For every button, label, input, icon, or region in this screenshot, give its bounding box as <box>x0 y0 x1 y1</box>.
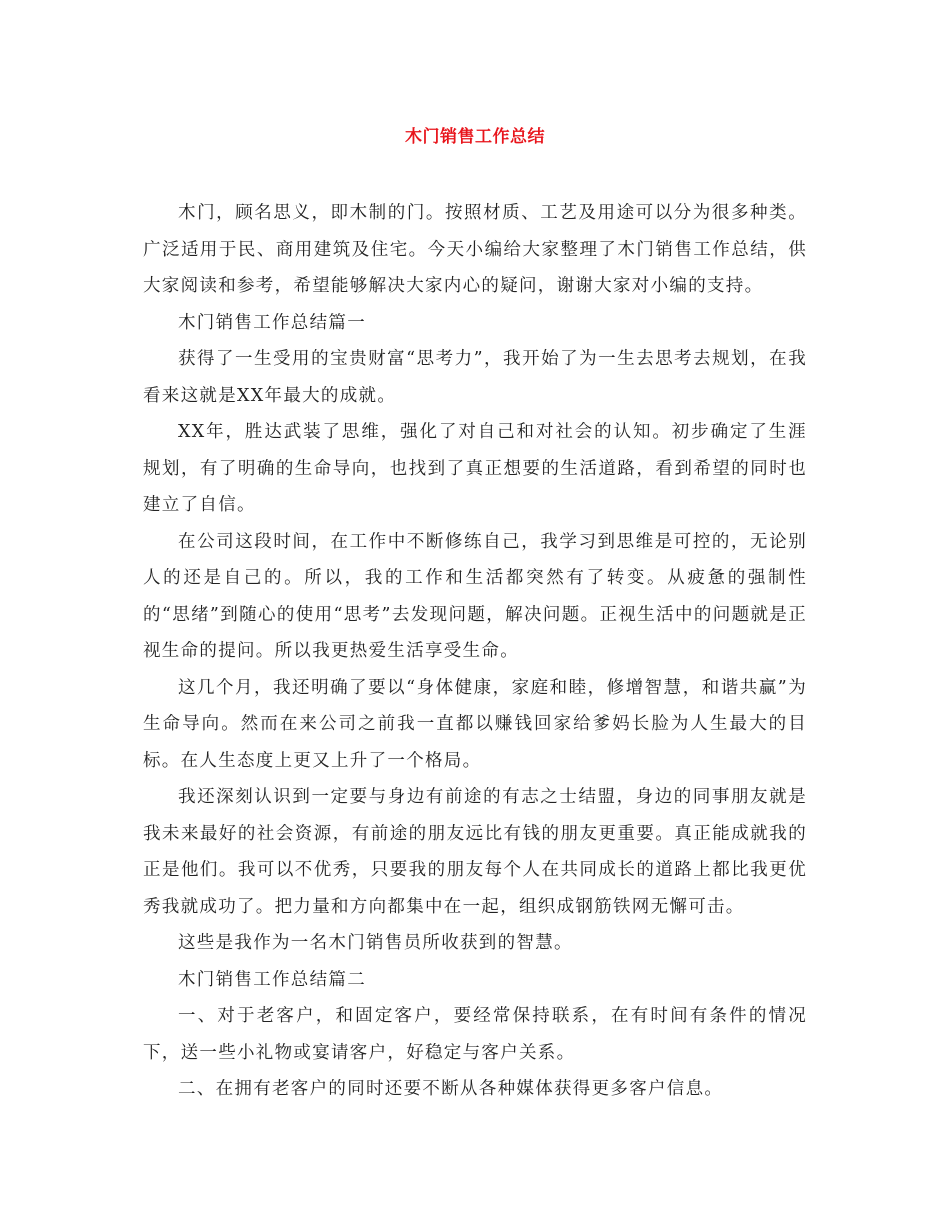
paragraph: 这些是我作为一名木门销售员所收获到的智慧。 <box>178 933 573 953</box>
paragraph-intro: 木门，顾名思义，即木制的门。按照材质、工艺及用途可以分为很多种类。广泛适用于民、商用建筑及住宅。今天小编给大家整理了木门销售工作总结，供大家阅读和参考，希望能够解决大家内心的疑问，谢谢大家对小编的支持。 <box>143 203 807 296</box>
paragraph: 在公司这段时间，在工作中不断修练自己，我学习到思维是可控的，无论别人的还是自己的。所以，我的工作和生活都突然有了转变。从疲惫的强制性的“思绪”到随心的使用“思考”去发现问题，解决问题。正视生活中的问题就是正视生命的提问。所以我更热爱生活享受生命。 <box>143 531 807 661</box>
section-heading-part-two: 木门销售工作总结篇二 <box>178 969 366 990</box>
document-title: 木门销售工作总结 <box>405 127 545 147</box>
paragraph: 我还深刻认识到一定要与身边有前途的有志之士结盟，身边的同事朋友就是我未来最好的社会资源，有前途的朋友远比有钱的朋友更重要。真正能成就我的正是他们。我可以不优秀，只要我的朋友每个人在共同成长的道路上都比我更优秀我就成功了。把力量和方向都集中在一起，组织成钢筋铁网无懈可击。 <box>143 787 807 917</box>
section-heading-part-one: 木门销售工作总结篇一 <box>178 312 366 333</box>
paragraph: 二、在拥有老客户的同时还要不断从各种媒体获得更多客户信息。 <box>178 1079 724 1099</box>
paragraph: 这几个月，我还明确了要以“身体健康，家庭和睦，修增智慧，和谐共赢”为生命导向。然而在来公司之前我一直都以赚钱回家给爹妈长脸为人生最大的目标。在人生态度上更又上升了一个格局。 <box>143 677 807 771</box>
document-body <box>143 195 807 1108</box>
paragraph: 获得了一生受用的宝贵财富“思考力”，我开始了为一生去思考去规划，在我看来这就是XX年最大的成就。 <box>143 349 807 406</box>
paragraph: 一、对于老客户，和固定客户，要经常保持联系，在有时间有条件的情况下，送一些小礼物或宴请客户，好稳定与客户关系。 <box>143 1006 807 1063</box>
paragraph: XX年，胜达武装了思维，强化了对自己和对社会的认知。初步确定了生涯规划，有了明确的生命导向，也找到了真正想要的生活道路，看到希望的同时也建立了自信。 <box>143 422 807 515</box>
